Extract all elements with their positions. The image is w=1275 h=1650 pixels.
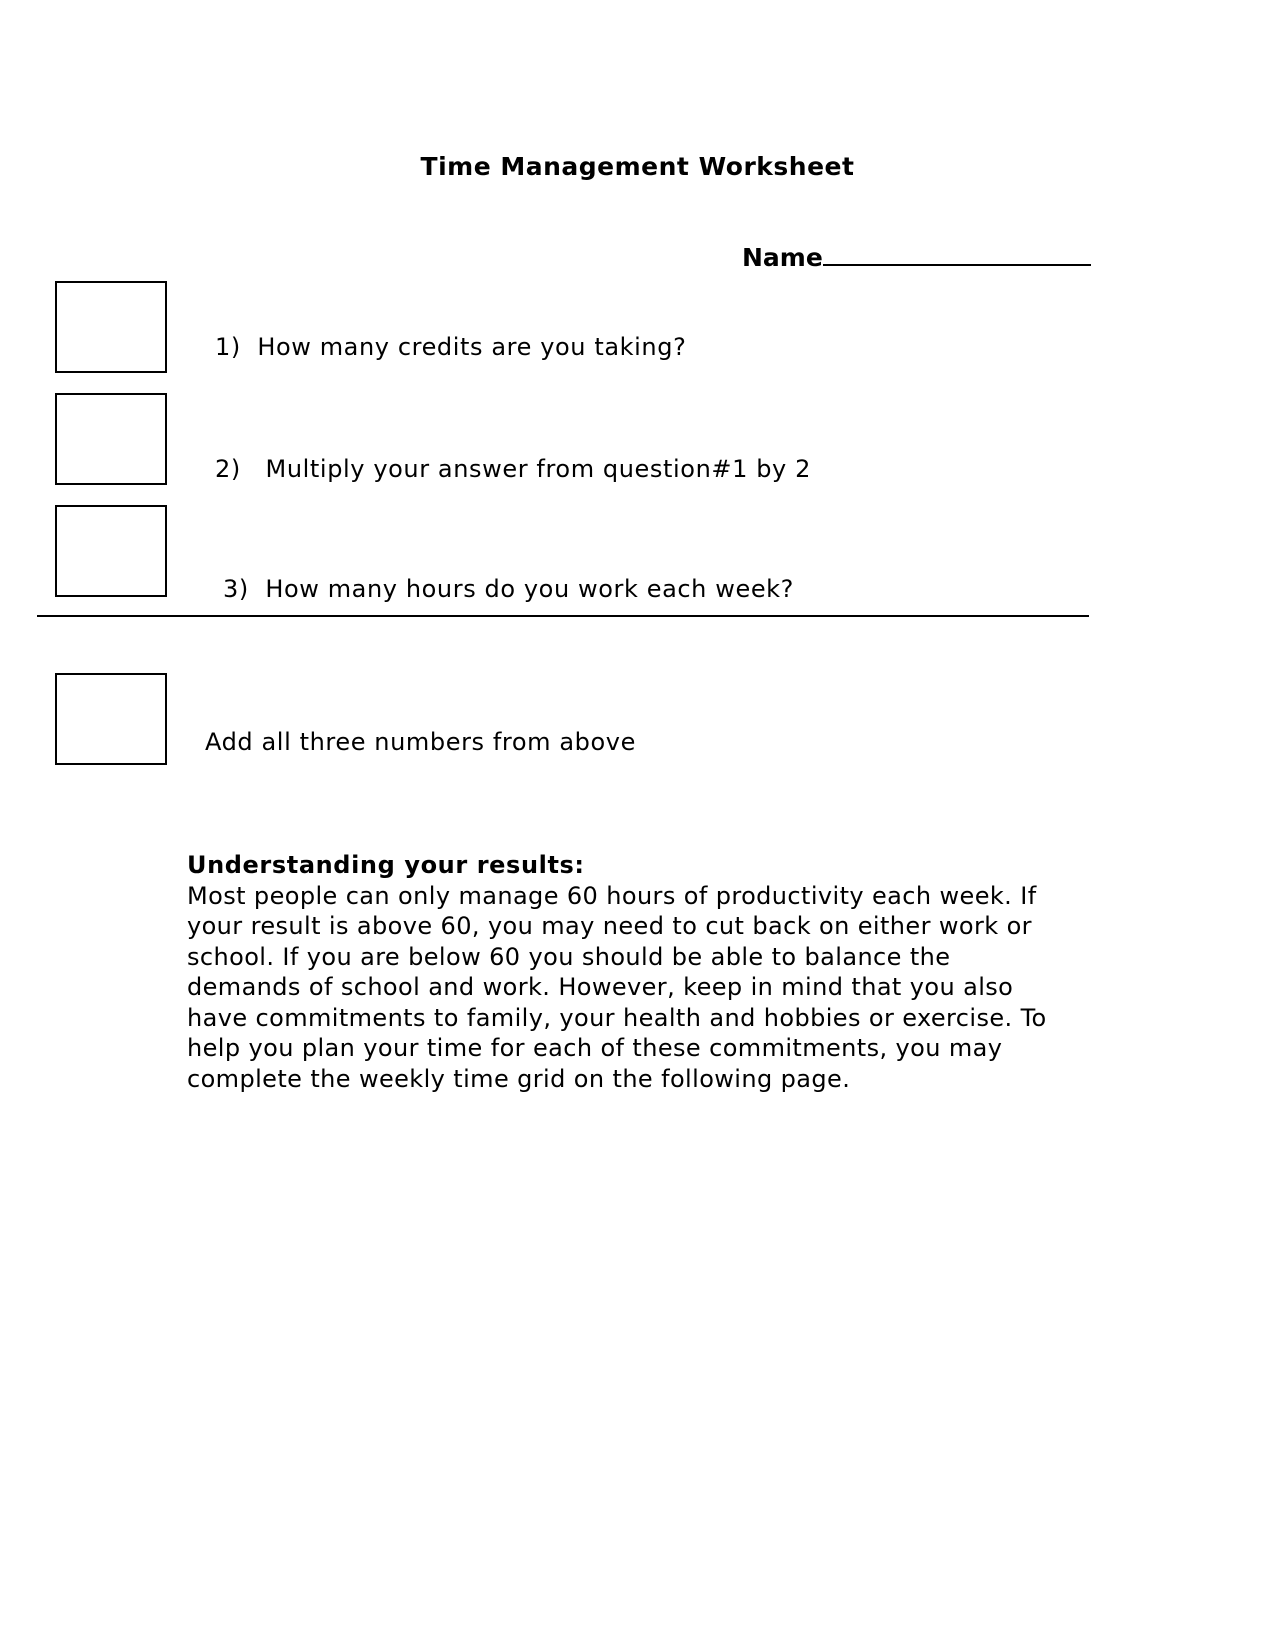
question-1-text: How many credits are you taking? [257,333,687,361]
question-1 [215,333,686,361]
question-2 [215,455,811,483]
question-2-number: 2) [215,455,241,483]
worksheet-title: Time Management Worksheet [420,152,855,181]
sum-divider-line [37,615,1089,617]
answer-box-1[interactable] [55,281,167,373]
results-heading: Understanding your results: [187,851,585,879]
results-body: Most people can only manage 60 hours of productivity each week. If your result is above 60, you may need to cut back on either work or school. If you are below 60 you should be able to balance the demands of school and work. However, keep in mind that you also have commitments to family, your health and hobbies or exercise. To help you plan your time for each of these commitments, you may complete the weekly time grid on the following page. [187,881,1047,1093]
results-section [187,850,1087,1094]
answer-box-3[interactable] [55,505,167,597]
answer-box-2[interactable] [55,393,167,485]
total-box[interactable] [55,673,167,765]
question-3-number: 3) [223,575,249,603]
name-field[interactable] [742,240,1091,272]
question-3 [223,575,794,603]
name-blank-line[interactable] [823,240,1091,266]
question-3-text: How many hours do you work each week? [265,575,795,603]
question-1-number: 1) [215,333,241,361]
name-label: Name [742,243,823,272]
question-2-text: Multiply your answer from question#1 by 2 [265,455,811,483]
total-instruction: Add all three numbers from above [205,728,636,756]
